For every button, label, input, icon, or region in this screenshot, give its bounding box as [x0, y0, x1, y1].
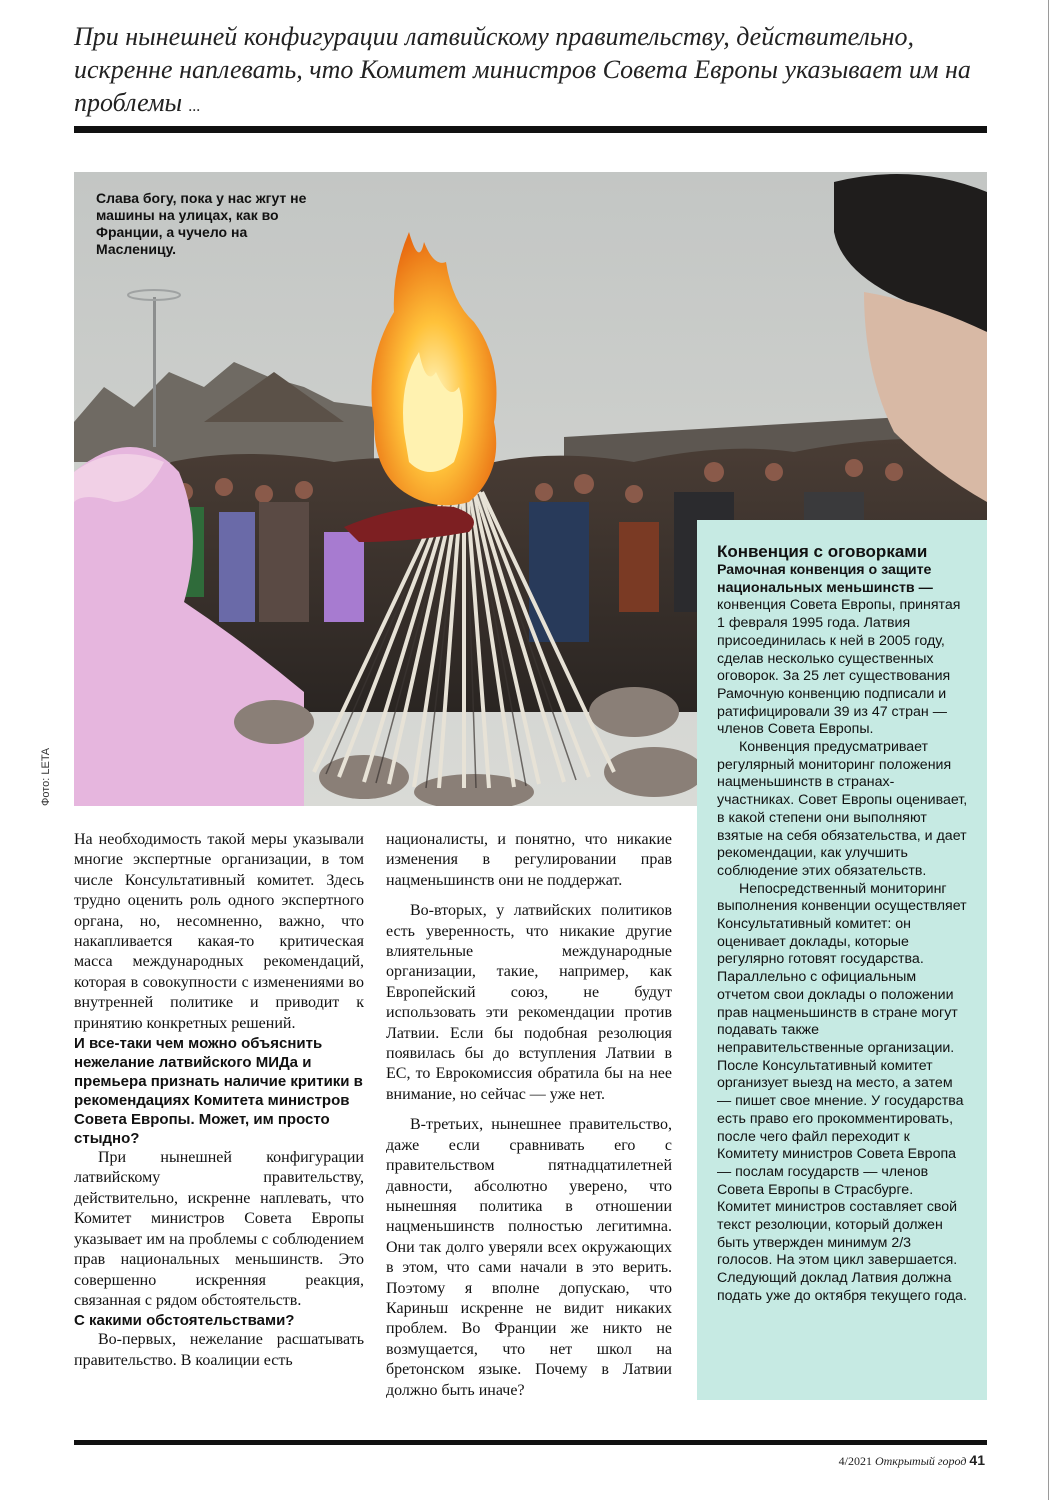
paragraph: националисты, и понятно, что никакие изменения в регулировании прав нацменьшинств они не поддержат.	[386, 831, 672, 889]
sidebar-paragraph: Конвенция предусматривает регулярный мониторинг положения нацменьшинств в странах-участниках. Совет Европы оценивает, в какой степени они выполняют взятые на себя обязательства, и дает рекомендации, как улучшить соблюдение этих обязательств.	[717, 739, 968, 879]
sidebar-title: Конвенция с оговорками	[717, 542, 928, 561]
photo-credit: Фото: LETA	[40, 747, 52, 806]
pull-quote-ellipsis: ...	[188, 98, 201, 115]
pull-quote	[74, 20, 974, 123]
sidebar-paragraph	[717, 562, 969, 739]
interview-question: И все-таки чем можно объяснить нежелание латвийского МИДа и премьера признать наличие критики в рекомендациях Комитета министров Совета Европы. Может, им просто стыдно?	[74, 1035, 363, 1148]
article-column-1	[74, 830, 364, 1371]
article-column-2	[386, 830, 672, 1401]
page-footer	[839, 1452, 985, 1469]
pull-quote-text: При нынешней конфигурации латвийскому правительству, действительно, искренне наплевать, что Комитет министров Совета Европы указывает им на проблемы	[74, 22, 971, 117]
sidebar-text: конвенция Совета Европы, принятая 1 февраля 1995 года. Латвия присоединилась к ней в 2005 году, сделав несколько существенных оговорок. За 25 лет существования Рамочную конвенцию подписали и ратифицировали 39 из 47 стран — членов Совета Европы.	[717, 597, 961, 738]
page-number: 41	[969, 1452, 985, 1468]
paragraph: Во-первых, нежелание расшатывать правительство. В коалиции есть	[74, 1331, 364, 1369]
sidebar-lead: Рамочная конвенция о защите национальных меньшинств —	[717, 562, 933, 596]
sidebar-box	[697, 520, 987, 1400]
paragraph: При нынешней конфигурации латвийскому правительству, действительно, искренне наплевать, что Комитет министров Совета Европы указывает им на проблемы с соблюдением прав национальных меньшинств. Это совершенно искренняя реакция, связанная с рядом обстоятельств.	[74, 1149, 364, 1309]
interview-question: С какими обстоятельствами?	[74, 1312, 295, 1330]
magazine-name: Открытый город	[874, 1454, 967, 1468]
bottom-rule	[74, 1440, 987, 1445]
top-rule	[74, 126, 987, 133]
issue-number: 4/2021	[838, 1454, 872, 1468]
page-edge-line	[1048, 0, 1049, 1500]
photo-caption: Слава богу, пока у нас жгут не машины на улицах, как во Франции, а чучело на Масленицу.	[96, 190, 307, 257]
sidebar-paragraph: Непосредственный мониторинг выполнения конвенции осуществляет Консультативный комитет: он оценивает доклады, которые регулярно готовят государства. Параллельно с официальным отчетом свои доклады о положении прав нацменьшинств в стране могут подавать также неправительственные организации. После Консультативный комитет организует выезд на место, а затем — пишет свое мнение. У государства есть право его прокомментировать, после чего файл переходит к Комитету министров Совета Европа — послам государств — членов Совета Европы в Страсбурге. Комитет министров составляет свой текст резолюции, который должен быть утвержден минимум 2/3 голосов. На этом цикл завершается. Следующий доклад Латвия должна подать уже до октября текущего года.	[717, 880, 967, 1304]
paragraph: На необходимость такой меры указывали многие экспертные организации, в том числе Консультативный комитет. Здесь трудно оценить роль одного экспертного органа, но, несомненно, важно, что накапливается какая-то критическая масса международных рекомендаций, которая в совокупности с изменениями во внутренней политике и приводит к принятию конкретных решений.	[74, 831, 364, 1032]
paragraph: В-третьих, нынешнее правительство, даже если сравнивать его с правительством пятнадцатилетней давности, абсолютно уверено, что нынешняя политика в отношении нацменьшинств полностью легитимна. Они так долго уверяли всех окружающих в этом, что сами начали в это верить. Поэтому я вполне допускаю, что Кариньш искренне не видит никаких проблем. Во Франции же никто не возмущается, что нет школ на бретонском языке. Почему в Латвии должно быть иначе?	[386, 1116, 672, 1399]
paragraph: Во-вторых, у латвийских политиков есть уверенность, что никакие другие влиятельные международные организации, такие, например, как Европейский союз, не будут использовать эти рекомендации против Латвии. Если бы подобная резолюция появилась бы до вступления Латвии в ЕС, то Еврокомиссия обратила бы на нее внимание, но сейчас — уже нет.	[386, 902, 672, 1103]
